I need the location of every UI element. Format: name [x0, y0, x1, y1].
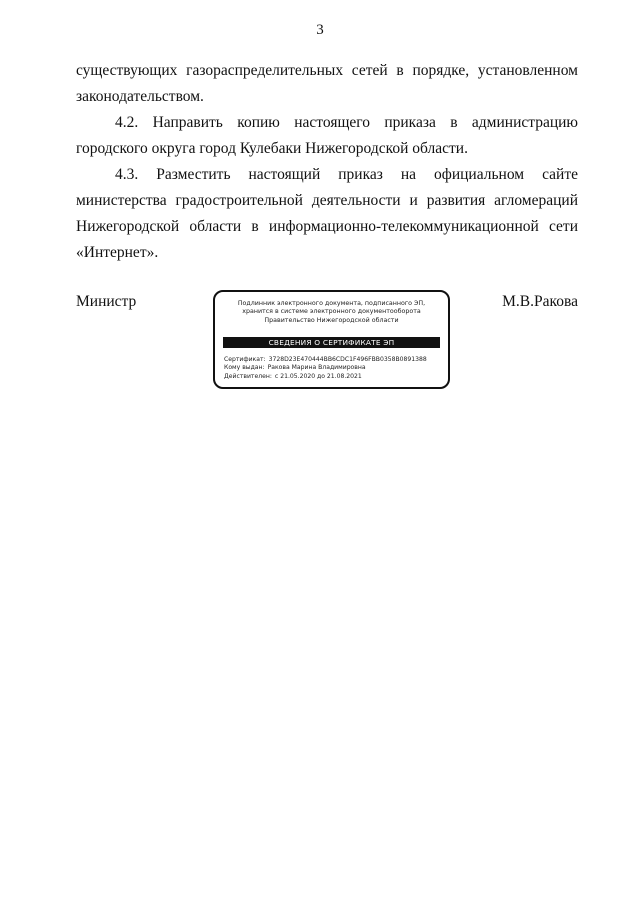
stamp-header-line: хранится в системе электронного документооборота: [242, 308, 421, 316]
signatory-position: Министр: [76, 293, 137, 310]
certificate-label: Сертификат:: [224, 356, 266, 363]
validity-value: с 21.05.2020 до 21.08.2021: [274, 372, 362, 380]
stamp-header-line: Подлинник электронного документа, подписанного ЭП,: [237, 300, 426, 307]
stamp-title: СВЕДЕНИЯ О СЕРТИФИКАТЕ ЭП: [223, 337, 440, 348]
issued-to-value: Ракова Марина Владимировна: [267, 364, 366, 372]
paragraph-continuation: существующих газораспределительных сетей в порядке, установленном законодательством.: [76, 62, 578, 105]
issued-to-row: [224, 364, 442, 372]
certificate-row: [224, 356, 442, 364]
issued-to-label: Кому выдан:: [224, 364, 265, 372]
page-number: 3: [316, 22, 324, 38]
document-body: [76, 58, 578, 266]
paragraph-4-2: 4.2. Направить копию настоящего приказа в администрацию городского округа город Кулебаки Нижегородской области.: [76, 114, 578, 157]
certificate-value: 3728D23E470444BB6CDC1F496FBB0358B0891388: [268, 356, 427, 363]
electronic-signature-stamp: [213, 290, 450, 389]
paragraph-4-3: 4.3. Разместить настоящий приказ на официальном сайте министерства градостроительной деятельности и развития агломераций Нижегородской области в информационно-телекоммуникационной сети «Интернет».: [76, 166, 578, 261]
stamp-header-line: Правительство Нижегородской области: [264, 316, 399, 324]
validity-label: Действителен:: [224, 372, 272, 380]
validity-row: [224, 373, 442, 381]
stamp-header: [219, 300, 444, 325]
stamp-details: [224, 356, 442, 381]
signatory-name: М.В.Ракова: [502, 293, 578, 310]
